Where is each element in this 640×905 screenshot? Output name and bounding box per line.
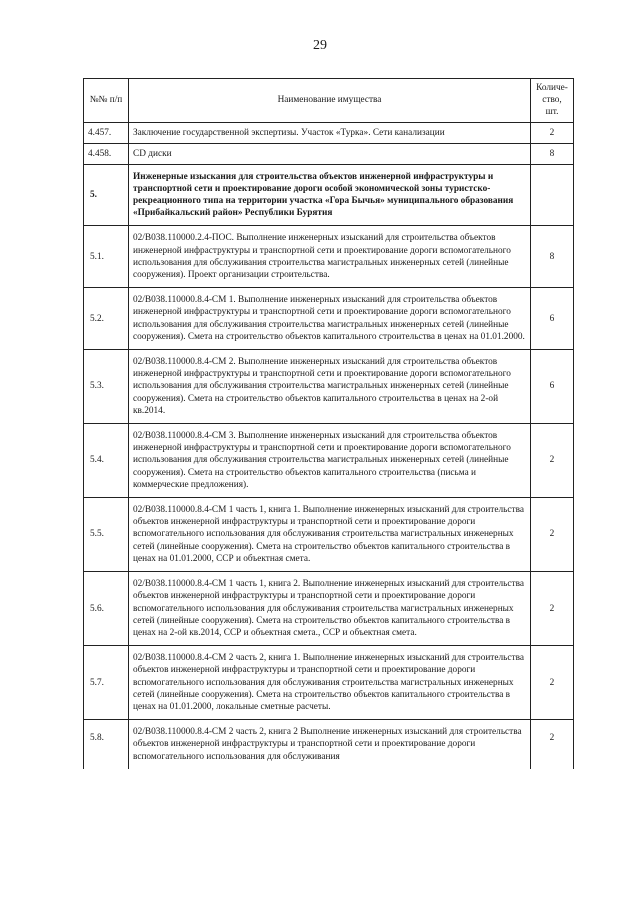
row-quantity: 2	[531, 572, 574, 646]
row-quantity: 2	[531, 720, 574, 769]
section-title: Инженерные изыскания для строительства объектов инженерной инфраструктуры и транспортной сети и проектирование дороги особой экономической зоны туристско-рекреационного типа на территории участка «Гора Бычья» муниципального образования «Прибайкальский район» Республики Бурятия	[129, 164, 531, 226]
row-number: 4.457.	[84, 122, 129, 143]
section-row	[84, 164, 574, 226]
table-row	[84, 350, 574, 424]
row-quantity: 2	[531, 122, 574, 143]
row-number: 5.3.	[84, 350, 129, 424]
row-name: 02/В038.110000.8.4-СМ 1. Выполнение инженерных изысканий для строительства объектов инженерной инфраструктуры и транспортной сети и проектирование дороги вспомогательного использования для обслуживания строительства магистральных инженерных сетей (линейные сооружения). Смета на строительство объектов капитального строительства в ценах на 01.01.2000.	[129, 288, 531, 350]
row-name: 02/В038.110000.8.4-СМ 2. Выполнение инженерных изысканий для строительства объектов инженерной инфраструктуры и транспортной сети и проектирование дороги вспомогательного использования для обслуживания строительства магистральных инженерных сетей (линейные сооружения). Смета на строительство объектов капитального строительства в ценах на 2-ой кв.2014.	[129, 350, 531, 424]
row-name: 02/В038.110000.8.4-СМ 1 часть 1, книга 2. Выполнение инженерных изысканий для строительства объектов инженерной инфраструктуры и транспортной сети и проектирование дороги вспомогательного использования для обслуживания строительства магистральных инженерных сетей (линейные сооружения). Смета на строительство объектов капитального строительства в ценах на 2-ой кв.2014, ССР и объектная смета., ССР и объектная смета.	[129, 572, 531, 646]
table-row	[84, 498, 574, 572]
row-number: 5.7.	[84, 646, 129, 720]
table-row	[84, 646, 574, 720]
section-number: 5.	[84, 164, 129, 226]
row-number: 5.6.	[84, 572, 129, 646]
row-name: 02/В038.110000.8.4-СМ 3. Выполнение инженерных изысканий для строительства объектов инженерной инфраструктуры и транспортной сети и проектирование дороги вспомогательного использования для обслуживания строительства магистральных инженерных сетей (линейные сооружения). Смета на строительство объектов капитального строительства (письма и коммерческие предложения).	[129, 424, 531, 498]
row-number: 5.4.	[84, 424, 129, 498]
row-quantity: 2	[531, 498, 574, 572]
header-number: №№ п/п	[84, 79, 129, 123]
row-number: 5.5.	[84, 498, 129, 572]
row-quantity: 6	[531, 288, 574, 350]
table-row	[84, 122, 574, 143]
property-table	[83, 78, 574, 769]
row-name: 02/В038.110000.2.4-ПОС. Выполнение инженерных изысканий для строительства объектов инженерной инфраструктуры и транспортной сети и проектирование дороги вспомогательного использования для обслуживания строительства магистральных инженерных сетей (линейные сооружения). Проект организации строительства.	[129, 226, 531, 288]
row-name: 02/В038.110000.8.4-СМ 2 часть 2, книга 2 Выполнение инженерных изысканий для строительства объектов инженерной инфраструктуры и транспортной сети и проектирование дороги вспомогательного использования для обслуживания	[129, 720, 531, 769]
row-quantity: 2	[531, 424, 574, 498]
row-quantity: 8	[531, 226, 574, 288]
header-name: Наименование имущества	[129, 79, 531, 123]
table-row	[84, 288, 574, 350]
header-quantity: Количе-ство, шт.	[531, 79, 574, 123]
row-name: 02/В038.110000.8.4-СМ 2 часть 2, книга 1. Выполнение инженерных изысканий для строительства объектов инженерной инфраструктуры и транспортной сети и проектирование дороги вспомогательного использования для обслуживания строительства магистральных инженерных сетей (линейные сооружения). Смета на строительство объектов капитального строительства в ценах на 01.01.2000, локальные сметные расчеты.	[129, 646, 531, 720]
row-number: 5.1.	[84, 226, 129, 288]
table-row	[84, 226, 574, 288]
row-name: Заключение государственной экспертизы. Участок «Турка». Сети канализации	[129, 122, 531, 143]
row-name: CD диски	[129, 143, 531, 164]
table-header-row	[84, 79, 574, 123]
row-quantity: 6	[531, 350, 574, 424]
row-number: 5.8.	[84, 720, 129, 769]
row-number: 5.2.	[84, 288, 129, 350]
page-number: 29	[313, 38, 327, 53]
table-row	[84, 720, 574, 769]
table-row	[84, 572, 574, 646]
row-name: 02/В038.110000.8.4-СМ 1 часть 1, книга 1. Выполнение инженерных изысканий для строительства объектов инженерной инфраструктуры и транспортной сети и проектирование дороги вспомогательного использования для обслуживания строительства магистральных инженерных сетей (линейные сооружения). Смета на строительство объектов капитального строительства в ценах на 01.01.2000, ССР и объектная смета.	[129, 498, 531, 572]
table-row	[84, 424, 574, 498]
table-row	[84, 143, 574, 164]
row-number: 4.458.	[84, 143, 129, 164]
row-quantity: 8	[531, 143, 574, 164]
row-quantity: 2	[531, 646, 574, 720]
section-quantity	[531, 164, 574, 226]
